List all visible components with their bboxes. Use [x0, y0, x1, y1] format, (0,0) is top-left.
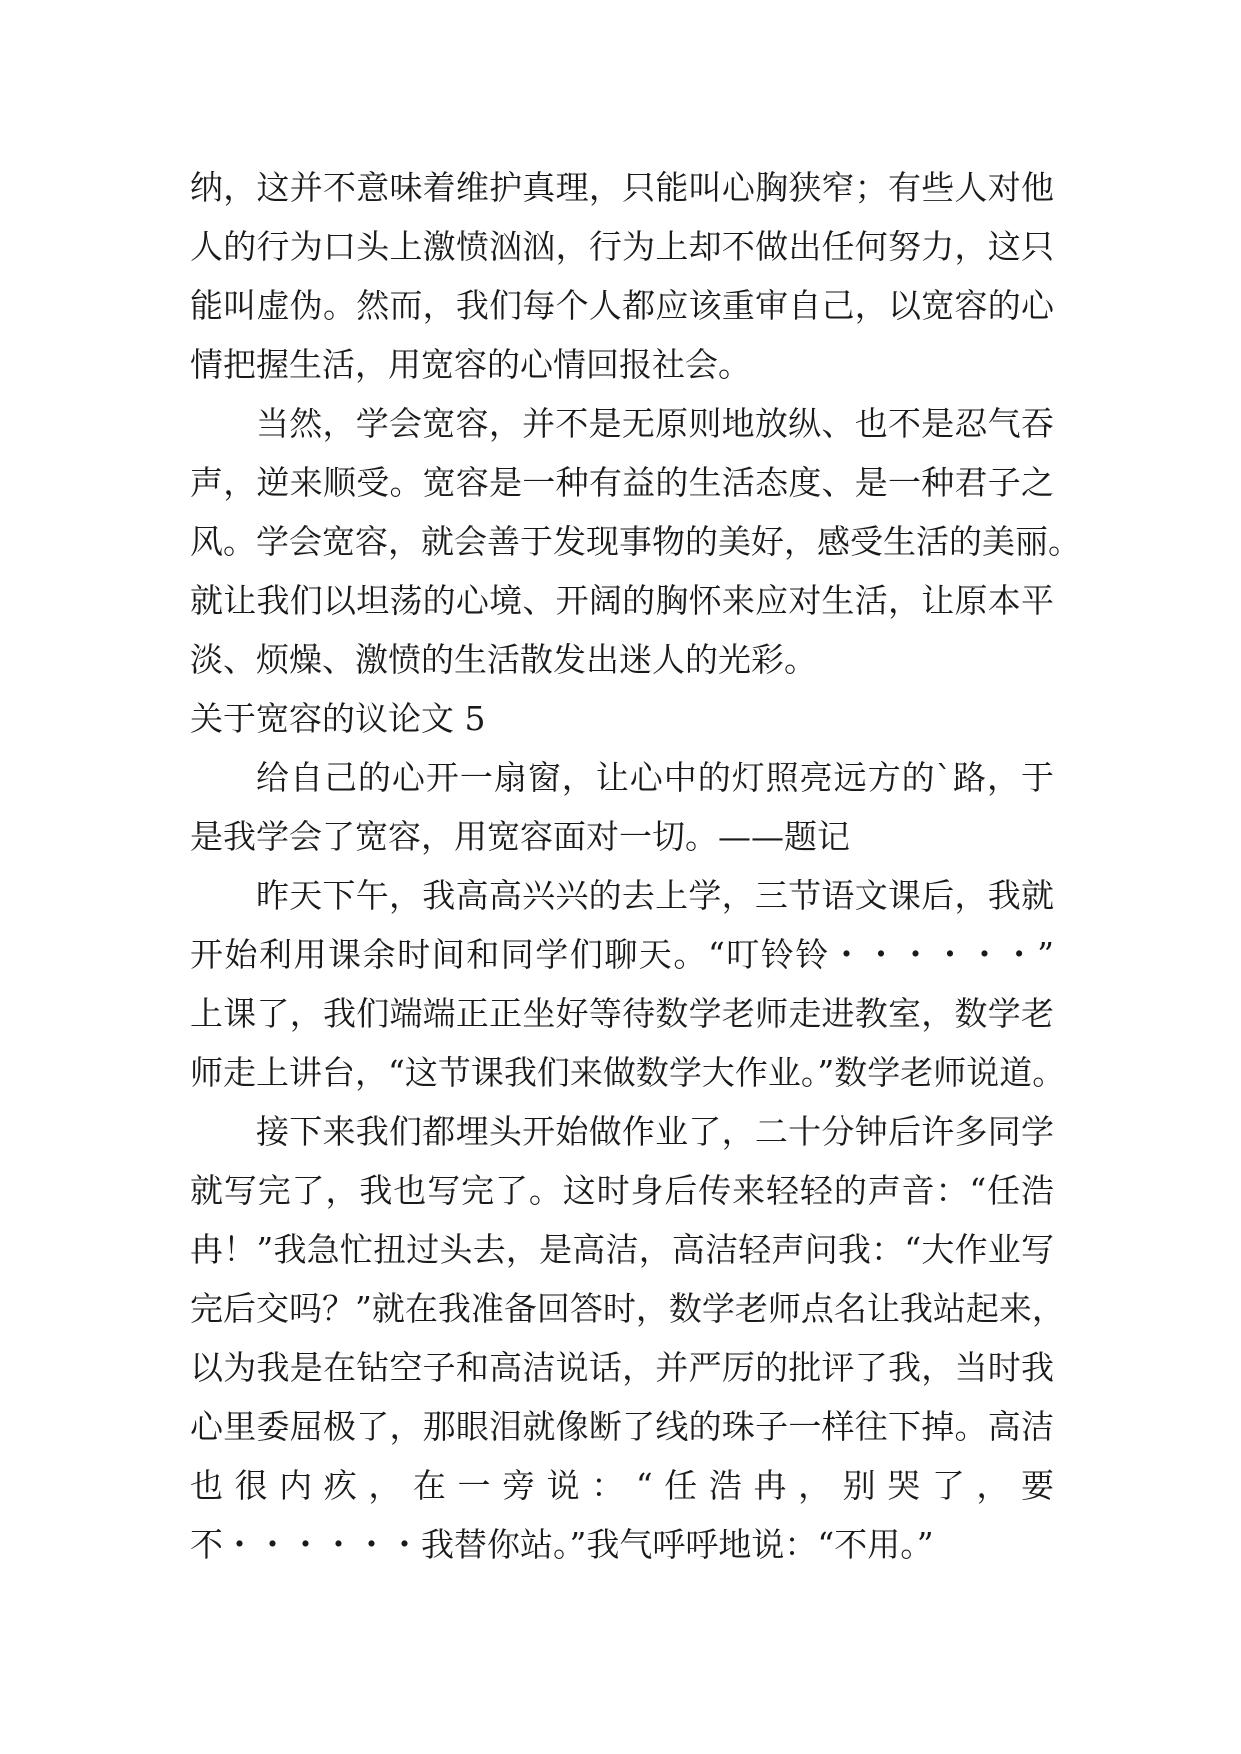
- text-line: 师走上讲台，“这节课我们来做数学大作业。”数学老师说道。: [190, 1053, 1066, 1092]
- text-line: 情把握生活，用宽容的心情回报社会。: [190, 345, 751, 384]
- text-line: 上课了，我们端端正正坐好等待数学老师走进教室，数学老: [190, 994, 1054, 1033]
- text-line: 不・・・・・・我替你站。”我气呼呼地说：“不用。”: [190, 1525, 934, 1564]
- text-line: 能叫虚伪。然而，我们每个人都应该重审自己，以宽容的心: [190, 286, 1054, 325]
- text-line: 开始利用课余时间和同学们聊天。“叮铃铃・・・・・・”: [190, 935, 1054, 974]
- text-line: 人的行为口头上激愤汹汹，行为上却不做出任何努力，这只: [190, 227, 1054, 266]
- text-line: 风。学会宽容，就会善于发现事物的美好，感受生活的美丽。: [190, 522, 1081, 561]
- text-line: 声，逆来顺受。宽容是一种有益的生活态度、是一种君子之: [190, 463, 1054, 502]
- text-line: 纳，这并不意味着维护真理，只能叫心胸狭窄；有些人对他: [190, 168, 1054, 207]
- essay-text: [190, 158, 1081, 1574]
- text-line: 心里委屈极了，那眼泪就像断了线的珠子一样往下掉。高洁: [190, 1407, 1054, 1446]
- paragraph-first-line: 接下来我们都埋头开始做作业了，二十分钟后许多同学: [256, 1112, 1054, 1151]
- text-line: 完后交吗？”就在我准备回答时，数学老师点名让我站起来，: [190, 1289, 1065, 1328]
- paragraph-first-line: 当然，学会宽容，并不是无原则地放纵、也不是忍气吞: [256, 404, 1054, 443]
- paragraph-first-line: 昨天下午，我高高兴兴的去上学，三节语文课后，我就: [256, 876, 1054, 915]
- text-line: 冉！”我急忙扭过头去，是高洁，高洁轻声问我：“大作业写: [190, 1230, 1054, 1269]
- section-heading: 关于宽容的议论文 5: [190, 699, 486, 738]
- paragraph-first-line: 给自己的心开一扇窗，让心中的灯照亮远方的`路，于: [256, 758, 1054, 797]
- text-line: 是我学会了宽容，用宽容面对一切。——题记: [190, 817, 850, 856]
- text-line: 就让我们以坦荡的心境、开阔的胸怀来应对生活，让原本平: [190, 581, 1054, 620]
- text-line: 淡、烦燥、激愤的生活散发出迷人的光彩。: [190, 640, 817, 679]
- text-line: 就写完了，我也写完了。这时身后传来轻轻的声音：“任浩: [190, 1171, 1054, 1210]
- text-line: 以为我是在钻空子和高洁说话，并严厉的批评了我，当时我: [190, 1348, 1054, 1387]
- text-line: 也很内疚，在一旁说：“任浩冉，别哭了，要: [190, 1466, 1054, 1505]
